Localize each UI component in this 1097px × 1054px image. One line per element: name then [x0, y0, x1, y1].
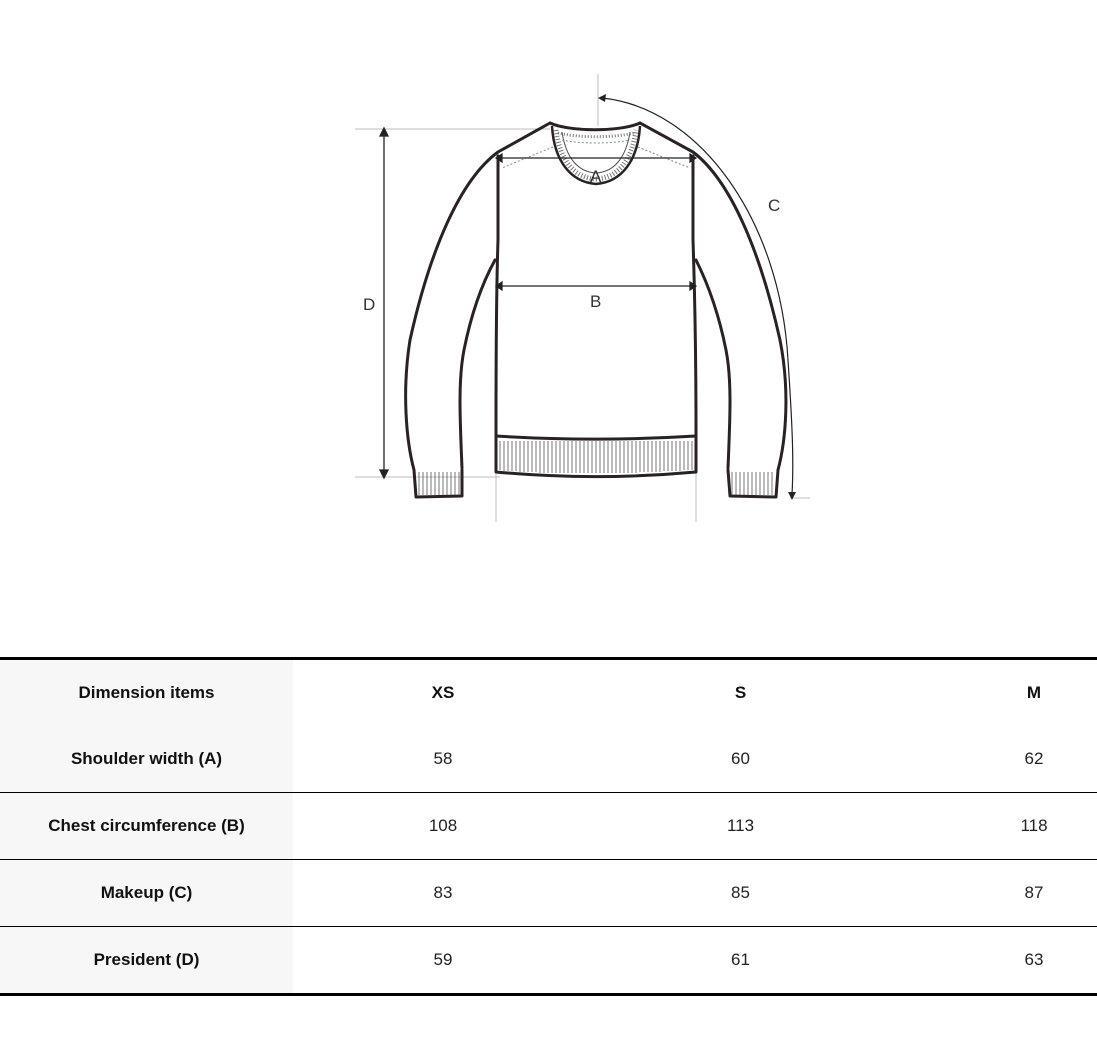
cell-value: 59: [433, 950, 453, 969]
cell-value: 118: [888, 793, 1097, 860]
label-c: C: [768, 196, 781, 215]
cell-value: 58: [293, 726, 593, 793]
header-size-xs: XS: [431, 683, 455, 702]
table-row: [0, 793, 1097, 860]
row-label-chest-circumference: Chest circumference (B): [0, 793, 293, 860]
sweatshirt-measurement-diagram: [340, 60, 820, 540]
row-label-makeup: Makeup (C): [0, 860, 293, 927]
table-row: [0, 726, 1097, 793]
label-d: D: [363, 295, 376, 314]
cell-value: 60: [593, 726, 888, 793]
cell-value: 63: [1024, 950, 1044, 969]
cell-value: 61: [731, 950, 750, 969]
size-table-container: [0, 657, 1097, 996]
cell-value: 62: [888, 726, 1097, 793]
header-size-m: M: [1026, 683, 1042, 702]
size-table: [0, 657, 1097, 996]
sweatshirt-illustration: [340, 60, 820, 540]
row-label-shoulder-width: Shoulder width (A): [0, 726, 293, 793]
table-header-row: [0, 659, 1097, 727]
label-a: A: [590, 167, 602, 186]
rib-texture: [419, 441, 772, 495]
dimension-a-arrow: [496, 154, 696, 162]
header-dimension-items: Dimension items: [0, 659, 293, 727]
row-label-president: President (D): [0, 927, 293, 995]
label-b: B: [590, 292, 602, 311]
dimension-d-arrow: [380, 128, 388, 478]
header-size-s: S: [734, 683, 747, 702]
table-row: [0, 860, 1097, 927]
cell-value: 87: [888, 860, 1097, 927]
cell-value: 83: [293, 860, 593, 927]
guide-lines: [355, 74, 810, 522]
cell-value: 108: [293, 793, 593, 860]
cell-value: 85: [593, 860, 888, 927]
cell-value: 113: [593, 793, 888, 860]
table-row: [0, 927, 1097, 995]
dimension-b-arrow: [496, 282, 696, 290]
